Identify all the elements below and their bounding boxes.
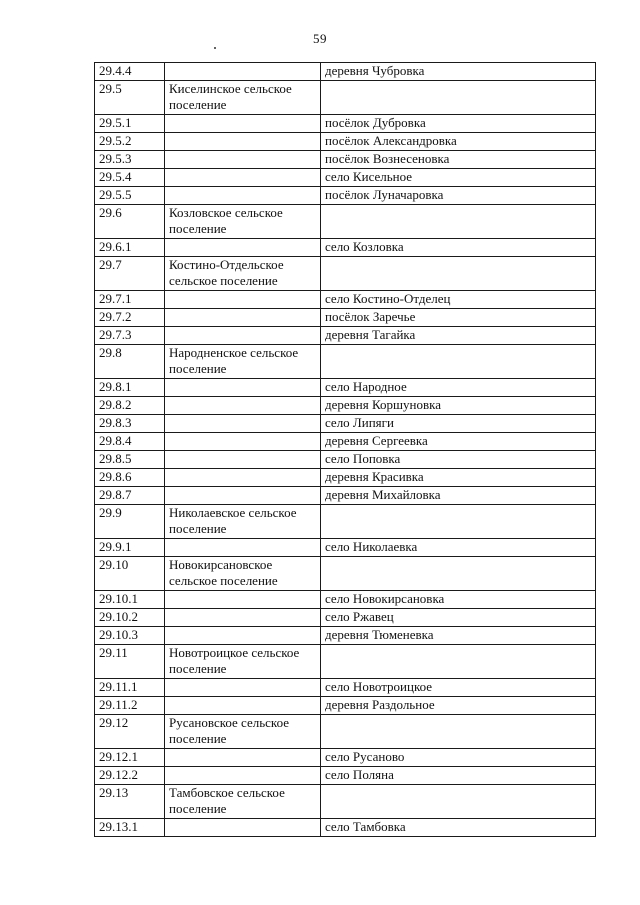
row-number-cell: 29.7.1 [95, 291, 165, 309]
locality-cell [321, 785, 596, 819]
settlement-cell [165, 749, 321, 767]
locality-cell: село Поповка [321, 451, 596, 469]
table-row [95, 81, 596, 115]
settlement-cell [165, 697, 321, 715]
settlement-cell [165, 609, 321, 627]
locality-cell: деревня Коршуновка [321, 397, 596, 415]
table-row [95, 327, 596, 345]
table-row [95, 469, 596, 487]
scan-speck [214, 47, 216, 49]
row-number-cell: 29.12.2 [95, 767, 165, 785]
row-number-cell: 29.11 [95, 645, 165, 679]
row-number-cell: 29.8.7 [95, 487, 165, 505]
table-row [95, 557, 596, 591]
row-number-cell: 29.5.5 [95, 187, 165, 205]
settlement-cell: Русановское сельское поселение [165, 715, 321, 749]
locality-cell [321, 715, 596, 749]
settlement-cell: Костино-Отдельское сельское поселение [165, 257, 321, 291]
locality-cell: село Козловка [321, 239, 596, 257]
row-number-cell: 29.5.4 [95, 169, 165, 187]
row-number-cell: 29.8.2 [95, 397, 165, 415]
settlement-cell [165, 767, 321, 785]
locality-cell: село Новотроицкое [321, 679, 596, 697]
locality-cell: село Ржавец [321, 609, 596, 627]
row-number-cell: 29.7 [95, 257, 165, 291]
locality-cell: село Новокирсановка [321, 591, 596, 609]
table-row [95, 345, 596, 379]
table-row [95, 451, 596, 469]
locality-cell: деревня Тюменевка [321, 627, 596, 645]
locality-cell: посёлок Заречье [321, 309, 596, 327]
settlement-cell [165, 591, 321, 609]
row-number-cell: 29.13 [95, 785, 165, 819]
locality-cell [321, 257, 596, 291]
table-row [95, 133, 596, 151]
locality-cell: село Поляна [321, 767, 596, 785]
locality-cell: деревня Красивка [321, 469, 596, 487]
settlement-cell: Козловское сельское поселение [165, 205, 321, 239]
settlement-cell [165, 819, 321, 837]
row-number-cell: 29.8.6 [95, 469, 165, 487]
table-row [95, 645, 596, 679]
settlements-table [94, 62, 596, 837]
row-number-cell: 29.8.3 [95, 415, 165, 433]
row-number-cell: 29.10.3 [95, 627, 165, 645]
settlement-cell [165, 115, 321, 133]
settlement-cell [165, 415, 321, 433]
locality-cell: село Русаново [321, 749, 596, 767]
settlement-cell: Новокирсановское сельское поселение [165, 557, 321, 591]
row-number-cell: 29.12.1 [95, 749, 165, 767]
table-row [95, 715, 596, 749]
row-number-cell: 29.10.2 [95, 609, 165, 627]
table-row [95, 151, 596, 169]
locality-cell: село Липяги [321, 415, 596, 433]
table-row [95, 239, 596, 257]
settlement-cell: Народненское сельское поселение [165, 345, 321, 379]
row-number-cell: 29.10.1 [95, 591, 165, 609]
settlement-cell [165, 151, 321, 169]
settlement-cell [165, 379, 321, 397]
table-row [95, 415, 596, 433]
table-row [95, 819, 596, 837]
locality-cell: село Николаевка [321, 539, 596, 557]
table-row [95, 767, 596, 785]
locality-cell [321, 205, 596, 239]
row-number-cell: 29.4.4 [95, 63, 165, 81]
row-number-cell: 29.12 [95, 715, 165, 749]
table-row [95, 309, 596, 327]
settlement-cell [165, 291, 321, 309]
row-number-cell: 29.5.1 [95, 115, 165, 133]
table-row [95, 63, 596, 81]
row-number-cell: 29.11.1 [95, 679, 165, 697]
settlement-cell [165, 327, 321, 345]
settlement-cell [165, 239, 321, 257]
table-row [95, 505, 596, 539]
row-number-cell: 29.10 [95, 557, 165, 591]
table-row [95, 187, 596, 205]
settlement-cell [165, 451, 321, 469]
locality-cell: деревня Михайловка [321, 487, 596, 505]
row-number-cell: 29.5 [95, 81, 165, 115]
table-row [95, 291, 596, 309]
settlement-cell: Николаевское сельское поселение [165, 505, 321, 539]
row-number-cell: 29.9.1 [95, 539, 165, 557]
locality-cell [321, 345, 596, 379]
table-row [95, 379, 596, 397]
settlement-cell [165, 169, 321, 187]
table-row [95, 115, 596, 133]
row-number-cell: 29.11.2 [95, 697, 165, 715]
row-number-cell: 29.7.2 [95, 309, 165, 327]
row-number-cell: 29.8.4 [95, 433, 165, 451]
locality-cell: посёлок Вознесеновка [321, 151, 596, 169]
table-row [95, 627, 596, 645]
table-row [95, 749, 596, 767]
locality-cell [321, 505, 596, 539]
settlement-cell [165, 487, 321, 505]
locality-cell: село Костино-Отделец [321, 291, 596, 309]
table-row [95, 539, 596, 557]
settlement-cell [165, 679, 321, 697]
row-number-cell: 29.7.3 [95, 327, 165, 345]
settlement-cell [165, 539, 321, 557]
settlement-cell [165, 433, 321, 451]
locality-cell: посёлок Луначаровка [321, 187, 596, 205]
locality-cell [321, 557, 596, 591]
settlement-cell [165, 627, 321, 645]
locality-cell: село Народное [321, 379, 596, 397]
locality-cell: село Тамбовка [321, 819, 596, 837]
row-number-cell: 29.13.1 [95, 819, 165, 837]
table-row [95, 487, 596, 505]
row-number-cell: 29.6.1 [95, 239, 165, 257]
locality-cell: деревня Раздольное [321, 697, 596, 715]
locality-cell: посёлок Дубровка [321, 115, 596, 133]
table-row [95, 785, 596, 819]
locality-cell: посёлок Александровка [321, 133, 596, 151]
table-row [95, 433, 596, 451]
row-number-cell: 29.8.1 [95, 379, 165, 397]
row-number-cell: 29.5.2 [95, 133, 165, 151]
settlement-cell [165, 469, 321, 487]
settlement-cell [165, 63, 321, 81]
settlement-cell: Тамбовское сельское поселение [165, 785, 321, 819]
settlement-cell: Киселинское сельское поселение [165, 81, 321, 115]
locality-cell: село Кисельное [321, 169, 596, 187]
page-number: 59 [313, 31, 327, 46]
table-row [95, 609, 596, 627]
table-row [95, 679, 596, 697]
settlement-cell [165, 309, 321, 327]
row-number-cell: 29.9 [95, 505, 165, 539]
settlement-cell [165, 133, 321, 151]
row-number-cell: 29.5.3 [95, 151, 165, 169]
table-row [95, 205, 596, 239]
table-row [95, 169, 596, 187]
settlement-cell: Новотроицкое сельское поселение [165, 645, 321, 679]
row-number-cell: 29.8.5 [95, 451, 165, 469]
table-row [95, 257, 596, 291]
settlement-cell [165, 187, 321, 205]
locality-cell: деревня Сергеевка [321, 433, 596, 451]
row-number-cell: 29.8 [95, 345, 165, 379]
row-number-cell: 29.6 [95, 205, 165, 239]
locality-cell [321, 645, 596, 679]
locality-cell [321, 81, 596, 115]
settlement-cell [165, 397, 321, 415]
table-row [95, 697, 596, 715]
table-row [95, 591, 596, 609]
locality-cell: деревня Чубровка [321, 63, 596, 81]
locality-cell: деревня Тагайка [321, 327, 596, 345]
settlements-table-body [95, 63, 596, 837]
table-row [95, 397, 596, 415]
